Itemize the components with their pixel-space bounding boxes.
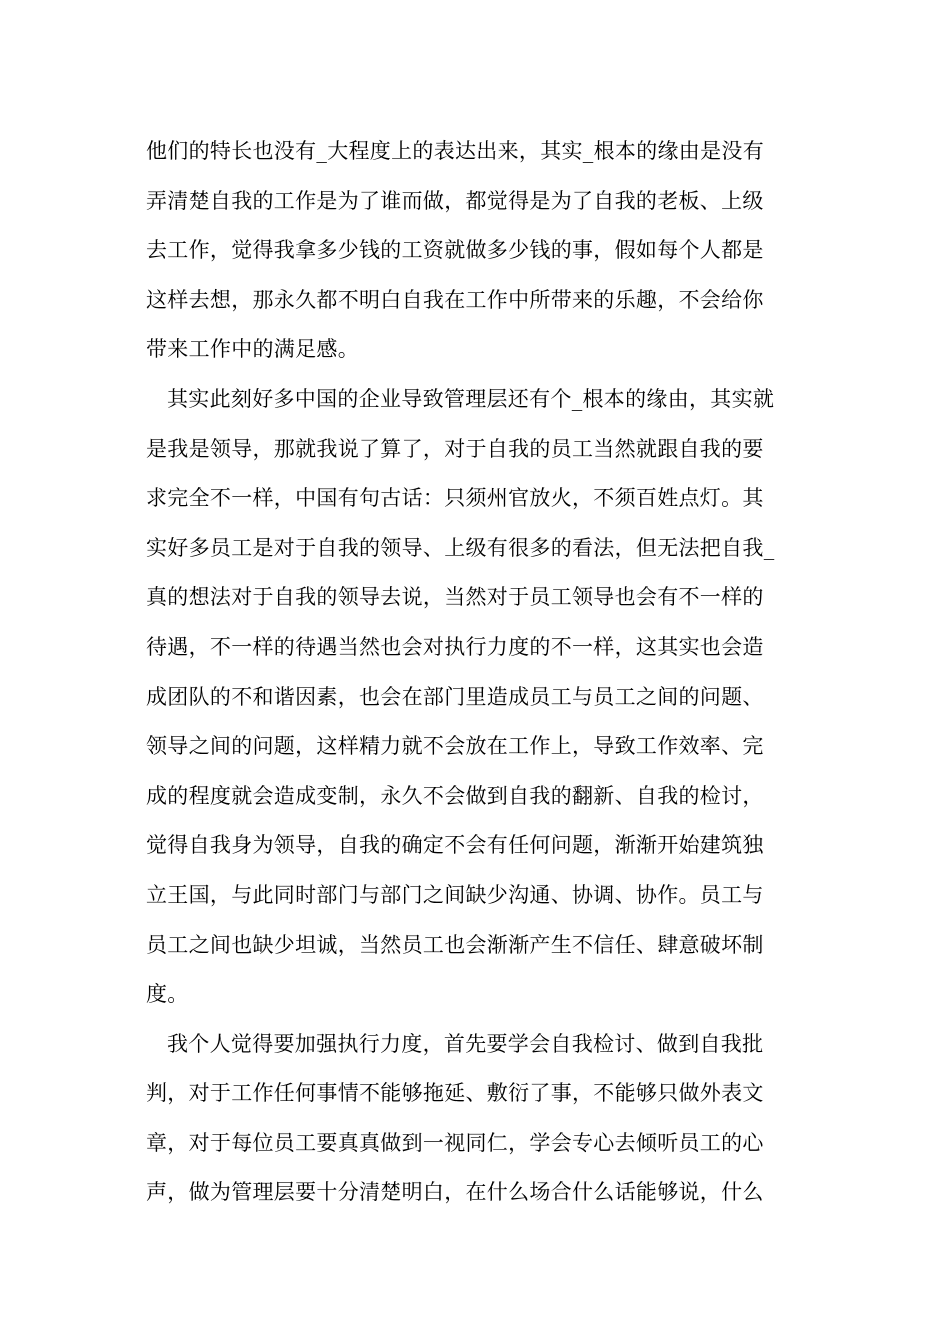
- text-line: 带来工作中的满足感。: [146, 337, 359, 362]
- text-line: 成的程度就会造成变制，永久不会做到自我的翻新、自我的检讨，: [146, 783, 764, 808]
- body-text: [146, 127, 846, 1218]
- text-line: 觉得自我身为领导，自我的确定不会有任何问题，渐渐开始建筑独: [146, 833, 764, 858]
- text-line: 度。: [146, 982, 189, 1007]
- text-line: 领导之间的问题，这样精力就不会放在工作上，导致工作效率、完: [146, 734, 764, 759]
- text-line: 是我是领导，那就我说了算了，对于自我的员工当然就跟自我的要: [146, 436, 764, 461]
- text-line: 声，做为管理层要十分清楚明白，在什么场合什么话能够说，什么: [146, 1180, 764, 1205]
- text-line: 待遇，不一样的待遇当然也会对执行力度的不一样，这其实也会造: [146, 634, 764, 659]
- text-line: 章，对于每位员工要真真做到一视同仁，学会专心去倾听员工的心: [146, 1130, 764, 1155]
- text-line: 员工之间也缺少坦诚，当然员工也会渐渐产生不信任、肆意破坏制: [146, 932, 764, 957]
- text-line: 成团队的不和谐因素，也会在部门里造成员工与员工之间的问题、: [146, 684, 764, 709]
- paragraph-first-line: 我个人觉得要加强执行力度，首先要学会自我检讨、做到自我批: [167, 1031, 764, 1056]
- text-line: 求完全不一样，中国有句古话：只须州官放火，不须百姓点灯。其: [146, 486, 764, 511]
- text-line: 判，对于工作任何事情不能够拖延、敷衍了事，不能够只做外表文: [146, 1081, 764, 1106]
- text-line: 真的想法对于自我的领导去说，当然对于员工领导也会有不一样的: [146, 585, 764, 610]
- text-line: 实好多员工是对于自我的领导、上级有很多的看法，但无法把自我_: [146, 535, 775, 560]
- text-line: 这样去想，那永久都不明白自我在工作中所带来的乐趣，不会给你: [146, 287, 764, 312]
- text-line: 去工作，觉得我拿多少钱的工资就做多少钱的事，假如每个人都是: [146, 238, 764, 263]
- text-line: 弄清楚自我的工作是为了谁而做，都觉得是为了自我的老板、上级: [146, 188, 764, 213]
- text-line: 立王国，与此同时部门与部门之间缺少沟通、协调、协作。员工与: [146, 882, 764, 907]
- text-line: 他们的特长也没有_大程度上的表达出来，其实_根本的缘由是没有: [146, 139, 764, 163]
- paragraph-first-line: 其实此刻好多中国的企业导致管理层还有个_根本的缘由，其实就: [167, 386, 775, 411]
